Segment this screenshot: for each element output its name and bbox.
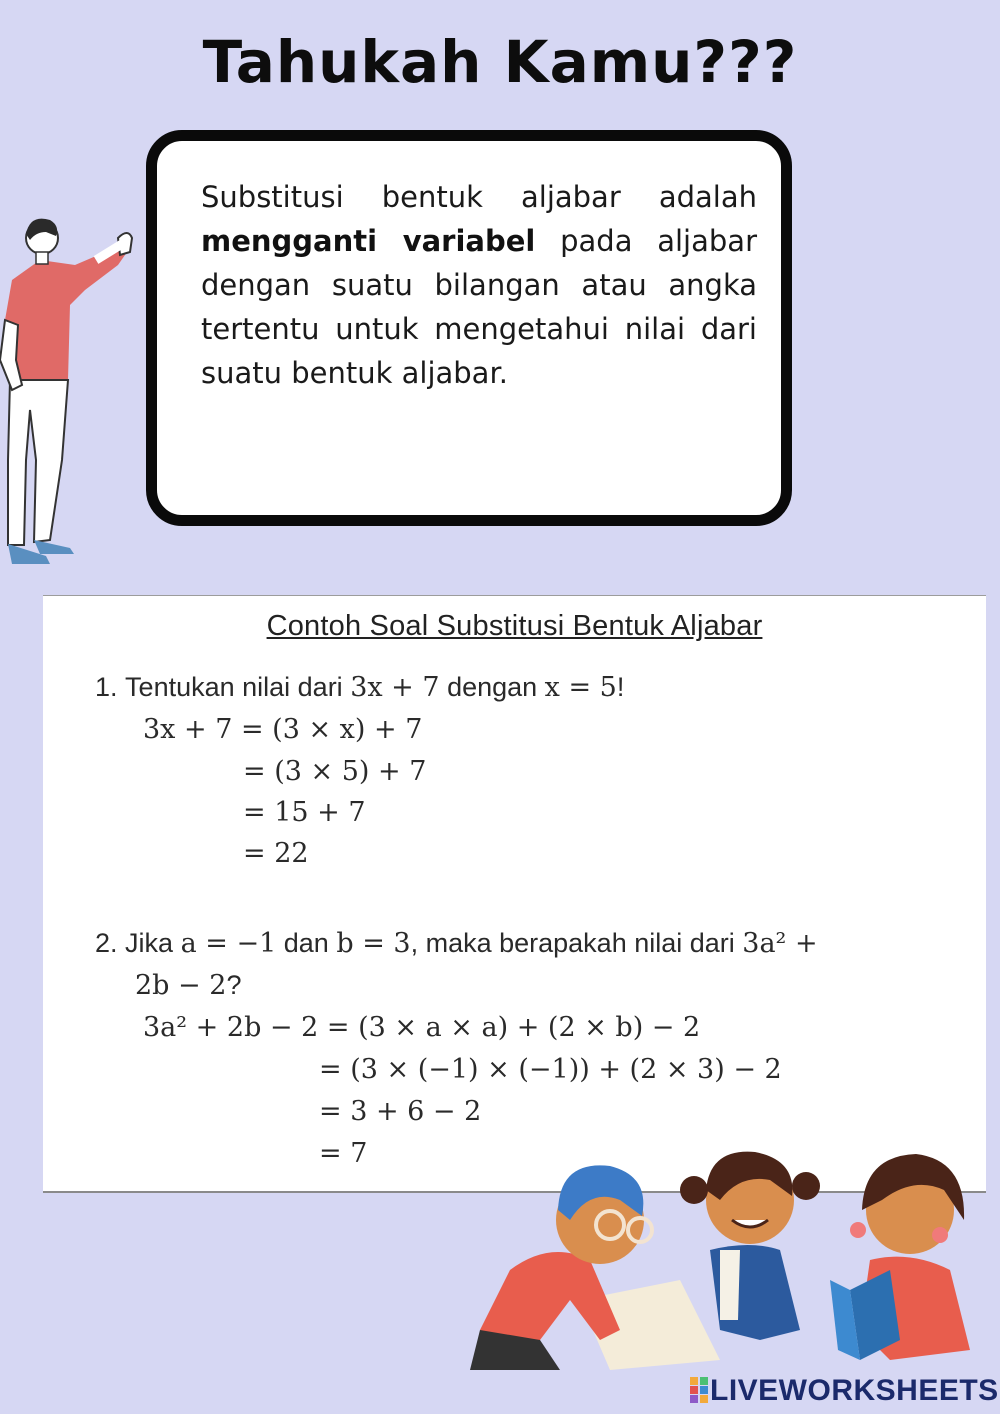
q2-step-4: = 7 [319, 1138, 368, 1169]
q1-step-4: = 22 [243, 838, 309, 869]
definition-box [146, 130, 792, 526]
q2-step-1: 3a² + 2b − 2 = (3 × a × a) + (2 × b) − 2 [143, 1012, 701, 1043]
q2-step-3: = 3 + 6 − 2 [319, 1096, 482, 1127]
teacher-illustration [0, 210, 140, 570]
watermark: LIVEWORKSHEETS [690, 1374, 999, 1408]
page-title: Tahukah Kamu??? [202, 28, 798, 96]
q1-step-3: = 15 + 7 [243, 797, 366, 828]
definition-text: Substitusi bentuk aljabar adalah mengganti variabel pada aljabar dengan suatu bilangan atau angka tertentu untuk mengetahui nilai dari suatu bentuk aljabar. [201, 180, 757, 390]
children-illustration [470, 1130, 990, 1370]
liveworksheets-logo-icon [690, 1377, 708, 1403]
example-title: Contoh Soal Substitusi Bentuk Aljabar [266, 610, 763, 642]
question-1: 1. Tentukan nilai dari 3x + 7 dengan x = 5! [95, 672, 625, 703]
q2-step-2: = (3 × (−1) × (−1)) + (2 × 3) − 2 [319, 1054, 782, 1085]
example-card [43, 595, 986, 1193]
question-2: 2. Jika a = −1 dan b = 3, maka berapakah nilai dari 3a² + [95, 928, 818, 959]
definition-highlight: mengganti variabel [201, 224, 536, 258]
question-2-cont: 2b − 2? [135, 970, 242, 1001]
q1-step-1: 3x + 7 = (3 × x) + 7 [143, 714, 423, 745]
q1-step-2: = (3 × 5) + 7 [243, 756, 427, 787]
